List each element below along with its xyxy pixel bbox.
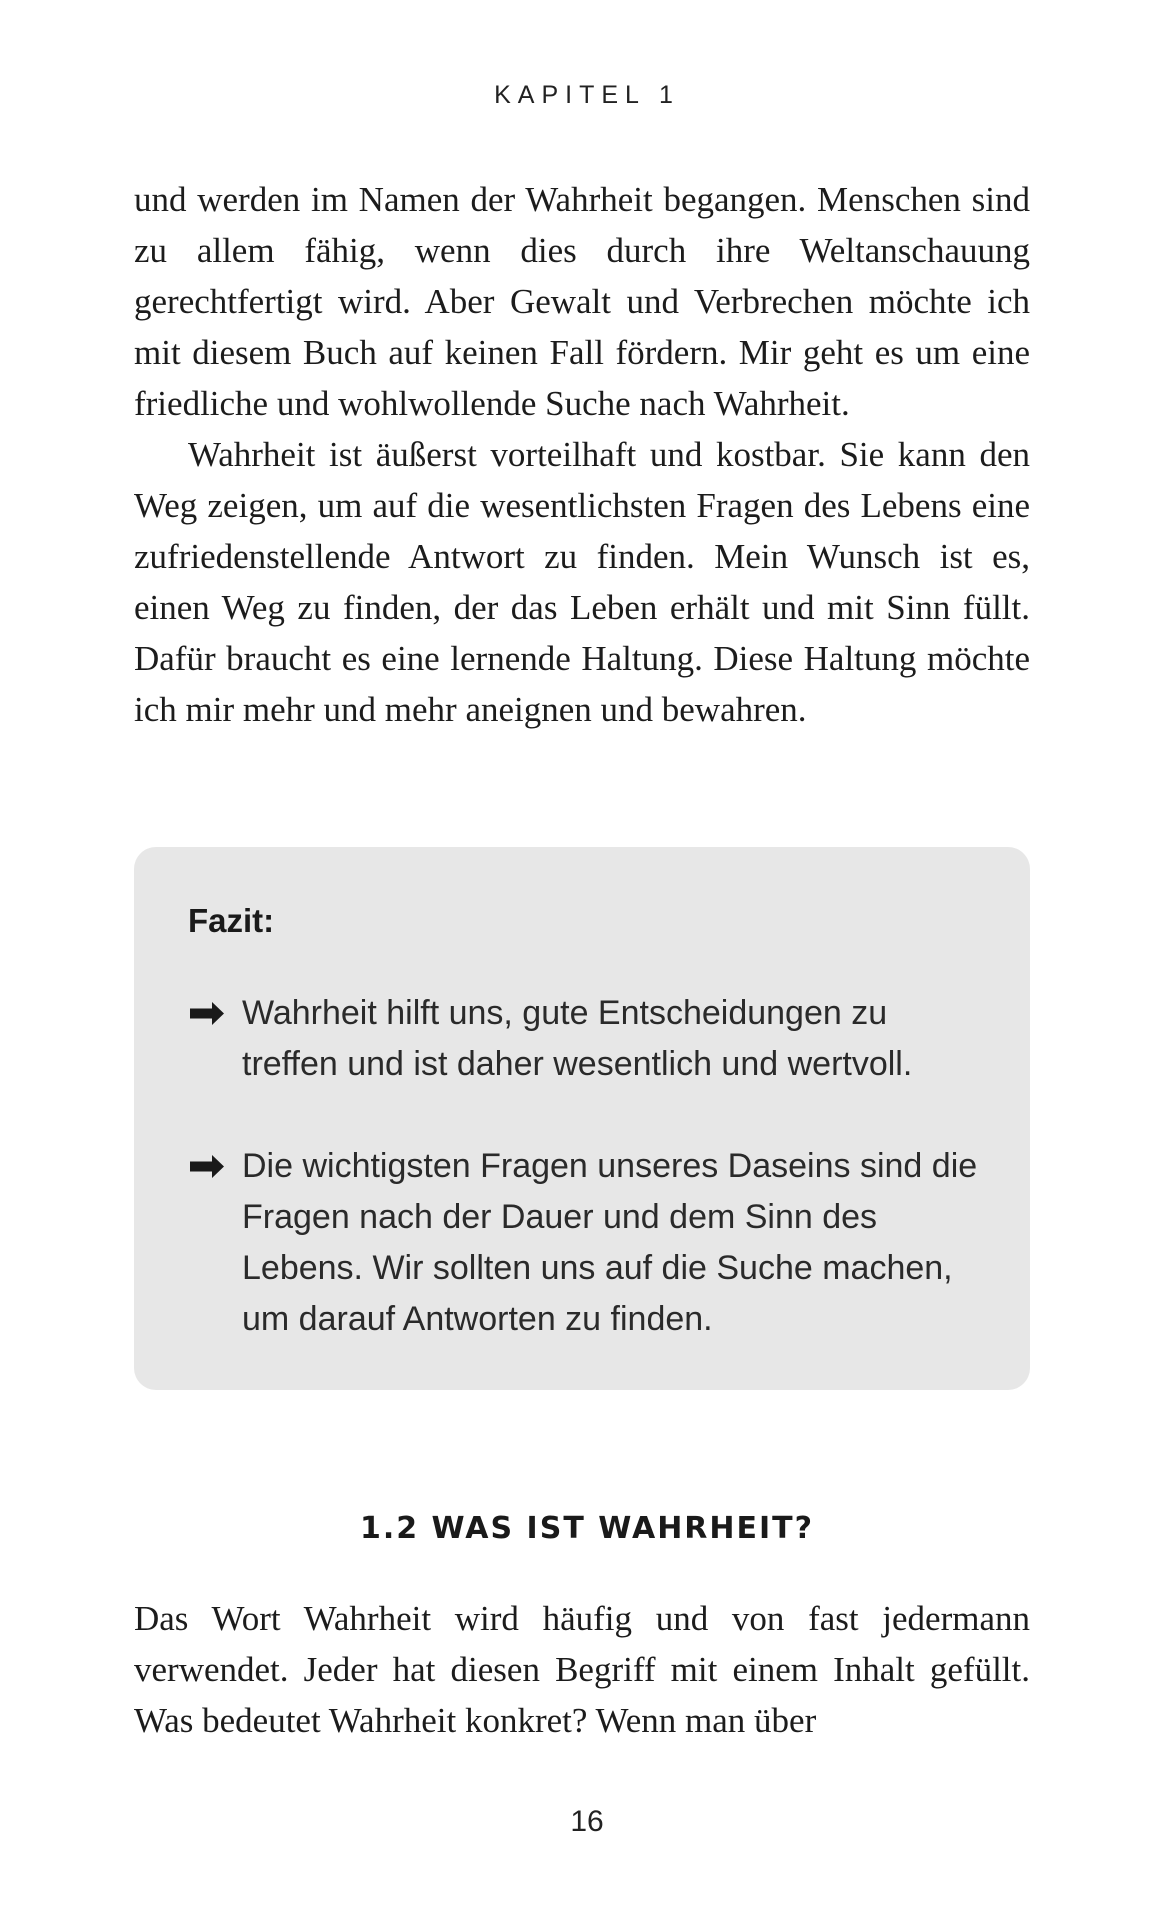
- arrow-right-icon: [188, 988, 228, 1039]
- summary-item-text: Die wichtigsten Fragen unseres Daseins sind die Fragen nach der Dauer und dem Sinn des Lebens. Wir sollten uns auf die Suche machen, um darauf Antworten zu finden.: [242, 1147, 978, 1338]
- summary-list-item: [188, 988, 988, 1090]
- paragraph: Wahrheit ist äußerst vorteilhaft und kostbar. Sie kann den Weg zeigen, um auf die wesentlichsten Fragen des Lebens eine zufriedenstellende Antwort zu finden. Mein Wunsch ist es, einen Weg zu finden, der das Leben erhält und mit Sinn füllt. Dafür braucht es eine lernende Haltung. Diese Haltung möchte ich mir mehr und mehr aneignen und bewahren.: [134, 435, 1030, 729]
- paragraph: Das Wort Wahrheit wird häufig und von fast jedermann verwendet. Jeder hat diesen Begriff mit einem Inhalt gefüllt. Was bedeutet Wahrheit konkret? Wenn man über: [134, 1599, 1030, 1740]
- summary-item-text: Wahrheit hilft uns, gute Entscheidungen zu treffen und ist daher wesentlich und wertvoll.: [242, 994, 913, 1083]
- page-number: 16: [570, 1805, 604, 1838]
- section-heading: 1.2 WAS IST WAHRHEIT?: [359, 1511, 815, 1546]
- summary-box: [134, 847, 1030, 1390]
- arrow-right-icon: [188, 1141, 228, 1192]
- summary-list-item: [188, 1141, 988, 1345]
- running-head: KAPITEL 1: [494, 81, 680, 109]
- body-text-upper: [134, 174, 1030, 735]
- summary-heading: Fazit:: [188, 902, 275, 939]
- body-text-lower: [134, 1593, 1030, 1746]
- paragraph: und werden im Namen der Wahrheit begangen. Menschen sind zu allem fähig, wenn dies durch ihre Weltanschauung gerechtfertigt wird. Aber Gewalt und Verbrechen möchte ich mit diesem Buch auf keinen Fall fördern. Mir geht es um eine friedliche und wohlwollende Suche nach Wahrheit.: [134, 180, 1030, 423]
